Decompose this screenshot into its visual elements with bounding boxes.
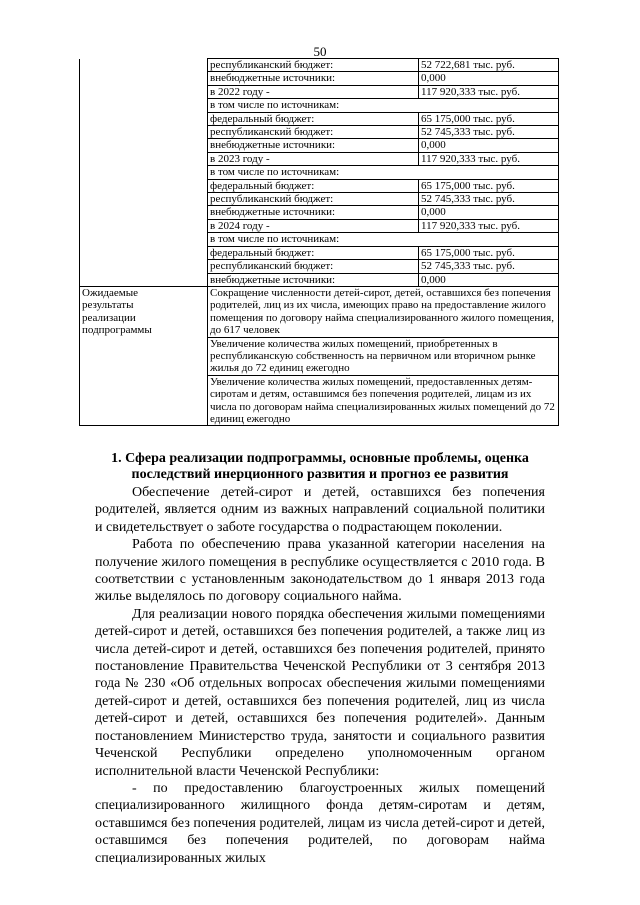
row-label-empty: [80, 139, 208, 152]
table-row: [80, 179, 559, 192]
table-row: [80, 193, 559, 206]
funding-label: внебюджетные источники:: [208, 72, 419, 85]
funding-value: 52 722,681 тыс. руб.: [419, 59, 559, 72]
funding-label: республиканский бюджет:: [208, 59, 419, 72]
funding-label: в 2022 году -: [208, 85, 419, 98]
row-label-empty: [80, 233, 208, 246]
row-label-empty: [80, 273, 208, 286]
row-label-empty: [80, 112, 208, 125]
table-row: [80, 59, 559, 72]
funding-label: федеральный бюджет:: [208, 246, 419, 259]
funding-value: 0,000: [419, 72, 559, 85]
funding-value: 0,000: [419, 273, 559, 286]
table-row: [80, 206, 559, 219]
passport-table: [79, 58, 559, 426]
funding-label: внебюджетные источники:: [208, 139, 419, 152]
result-item: Увеличение количества жилых помещений, приобретенных в республиканскую собственность на первичном или вторичном рынке жилья до 72 единиц ежегодно: [208, 337, 559, 375]
table-row: [80, 152, 559, 165]
table-row: [80, 72, 559, 85]
row-label-empty: [80, 193, 208, 206]
funding-label: в том числе по источникам:: [208, 166, 559, 179]
paragraph-bullet: - по предоставлению благоустроенных жилых помещений специализированного жилищного фонда детям-сиротам и детям, оставшимся без попечения родителей, лицам из числа детей-сирот и детей, оставшимся без попечения родителей, по договорам найма специализированных жилых: [95, 780, 545, 866]
funding-value: 65 175,000 тыс. руб.: [419, 179, 559, 192]
table-row: [80, 166, 559, 179]
table-row: [80, 273, 559, 286]
result-item: Сокращение численности детей-сирот, детей, оставшихся без попечения родителей, лиц из их числа, имеющих право на предоставление жилого помещения по договору найма специализированного жилого помещения, до 617 человек: [208, 286, 559, 337]
row-label-empty: [80, 59, 208, 72]
table-row: [80, 112, 559, 125]
funding-value: 65 175,000 тыс. руб.: [419, 112, 559, 125]
funding-label: в том числе по источникам:: [208, 99, 559, 112]
paragraph: Работа по обеспечению права указанной категории населения на получение жилого помещения в республике осуществляется с 2010 года. В соответствии с установленным законодательством до 1 января 2013 года жилье выделялось по договору социального найма.: [95, 537, 545, 605]
results-label-line: подпрограммы: [82, 324, 152, 337]
body-text: [95, 484, 545, 867]
funding-value: 117 920,333 тыс. руб.: [419, 85, 559, 98]
paragraph: Для реализации нового порядка обеспечения жилыми помещениями детей-сирот и детей, оставшихся без попечения родителей, а также лиц из числа детей-сирот и детей, оставшихся без попечения родителей, принято постановление Правительства Чеченской Республики от 3 сентября 2013 года № 230 «Об отдельных вопросах обеспечения жилыми помещениями детей-сирот и детей, оставшихся без попечения родителей, лиц из числа детей-сирот и детей, оставшихся без попечения родителей». Данным постановлением Министерство труда, занятости и социального развития Чеченской Республики определено уполномоченным органом исполнительной власти Чеченской Республики:: [95, 606, 545, 779]
table-row: [80, 99, 559, 112]
funding-label: республиканский бюджет:: [208, 260, 419, 273]
funding-label: республиканский бюджет:: [208, 193, 419, 206]
table-row: [80, 126, 559, 139]
row-label-empty: [80, 126, 208, 139]
funding-label: федеральный бюджет:: [208, 179, 419, 192]
funding-value: 117 920,333 тыс. руб.: [419, 152, 559, 165]
row-label-empty: [80, 99, 208, 112]
row-label-empty: [80, 152, 208, 165]
funding-value: 0,000: [419, 206, 559, 219]
table-row: [80, 85, 559, 98]
section-title: 1. Сфера реализации подпрограммы, основные проблемы, оценка последствий инерционного развития и прогноз ее развития: [111, 451, 529, 482]
funding-rows: [80, 59, 559, 426]
page-number: 50: [313, 44, 327, 59]
funding-value: 65 175,000 тыс. руб.: [419, 246, 559, 259]
table-row: [80, 246, 559, 259]
funding-value: 117 920,333 тыс. руб.: [419, 219, 559, 232]
results-label-line: результаты: [82, 299, 134, 312]
row-label-empty: [80, 206, 208, 219]
table-row: [80, 233, 559, 246]
results-row: [80, 286, 559, 337]
funding-value: 52 745,333 тыс. руб.: [419, 126, 559, 139]
funding-value: 52 745,333 тыс. руб.: [419, 260, 559, 273]
results-label: [80, 286, 208, 425]
result-item: Увеличение количества жилых помещений, предоставленных детям-сиротам и детям, оставшимся без попечения родителей, лицам из их числа по договорам найма специализированных жилых помещений до 72 единиц ежегодно: [208, 375, 559, 426]
row-label-empty: [80, 85, 208, 98]
row-label-empty: [80, 72, 208, 85]
funding-label: федеральный бюджет:: [208, 112, 419, 125]
table-row: [80, 219, 559, 232]
row-label-empty: [80, 179, 208, 192]
funding-label: в 2023 году -: [208, 152, 419, 165]
funding-value: 52 745,333 тыс. руб.: [419, 193, 559, 206]
row-label-empty: [80, 260, 208, 273]
results-label-line: Ожидаемые: [82, 286, 139, 299]
table-row: [80, 260, 559, 273]
funding-label: республиканский бюджет:: [208, 126, 419, 139]
funding-label: внебюджетные источники:: [208, 206, 419, 219]
row-label-empty: [80, 246, 208, 259]
row-label-empty: [80, 219, 208, 232]
table-row: [80, 139, 559, 152]
row-label-empty: [80, 166, 208, 179]
results-label-line: реализации: [82, 311, 136, 324]
funding-label: в 2024 году -: [208, 219, 419, 232]
funding-label: в том числе по источникам:: [208, 233, 559, 246]
funding-value: 0,000: [419, 139, 559, 152]
funding-label: внебюджетные источники:: [208, 273, 419, 286]
paragraph: Обеспечение детей-сирот и детей, оставшихся без попечения родителей, является одним из важных направлений социальной политики и свидетельствует о заботе государства о подрастающем поколении.: [95, 485, 545, 535]
